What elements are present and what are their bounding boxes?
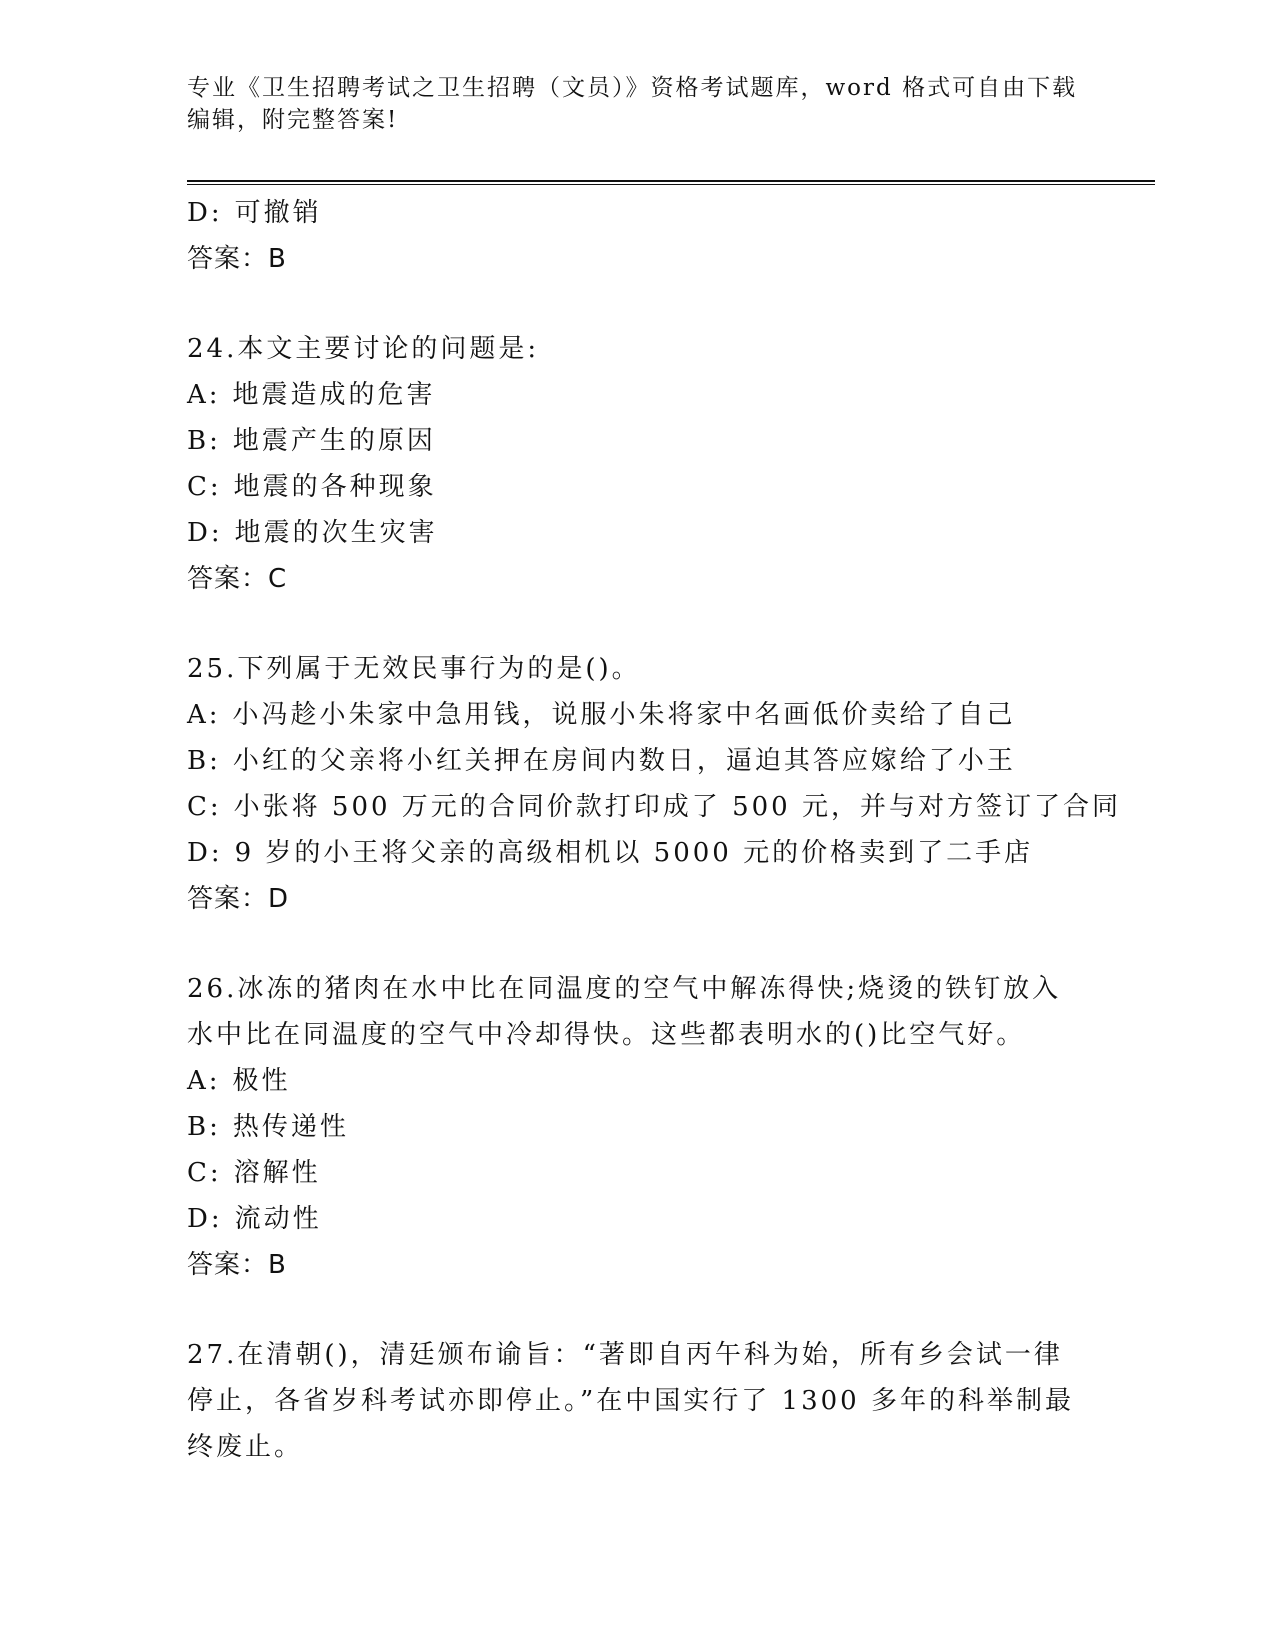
option-c [187, 1150, 1087, 1196]
page-header [187, 72, 1087, 136]
question-27 [187, 1332, 1087, 1470]
option-a [187, 372, 1087, 418]
option-key: B: [187, 426, 221, 456]
question-26 [187, 966, 1087, 1288]
question-stem-line-2: 停止，各省岁科考试亦即停止。”在中国实行了 1300 多年的科举制最 [187, 1386, 1074, 1416]
question-stem-line-1: 26.冰冻的猪肉在水中比在同温度的空气中解冻得快;烧烫的铁钉放入 [187, 974, 1062, 1004]
header-line-1: 专业《卫生招聘考试之卫生招聘（文员）》资格考试题库，word 格式可自由下载 [187, 75, 1078, 101]
option-key: A: [187, 700, 221, 730]
option-key: A: [187, 380, 221, 410]
option-text: 地震产生的原因 [232, 426, 436, 456]
option-key: C: [187, 1158, 222, 1188]
option-d [187, 190, 1087, 236]
option-text: 小张将 500 万元的合同价款打印成了 500 元，并与对方签订了合同 [233, 792, 1121, 822]
option-text: 地震造成的危害 [232, 380, 436, 410]
option-text: 9 岁的小王将父亲的高级相机以 5000 元的价格卖到了二手店 [234, 838, 1034, 868]
question-stem-line-2: 水中比在同温度的空气中冷却得快。这些都表明水的()比空气好。 [187, 1020, 1026, 1050]
option-d [187, 510, 1087, 556]
header-line-2: 编辑，附完整答案! [187, 107, 399, 133]
header-divider [187, 180, 1155, 185]
option-key: B: [187, 1112, 221, 1142]
option-a [187, 1058, 1087, 1104]
question-list [187, 190, 1121, 1470]
option-text: 极性 [232, 1066, 291, 1096]
option-text: 热传递性 [232, 1112, 349, 1142]
answer-line: 答案：B [187, 1250, 287, 1280]
option-text: 小冯趁小朱家中急用钱，说服小朱将家中名画低价卖给了自己 [232, 700, 1016, 730]
option-b [187, 1104, 1087, 1150]
option-key: A: [187, 1066, 221, 1096]
option-c [187, 784, 1121, 830]
question-stem-line-3: 终废止。 [187, 1432, 304, 1462]
option-text: 地震的各种现象 [233, 472, 437, 502]
option-a [187, 692, 1087, 738]
option-key: D: [187, 518, 223, 548]
option-key: B: [187, 746, 221, 776]
option-key: C: [187, 792, 222, 822]
answer-line: 答案：B [187, 244, 287, 274]
question-stem: 24.本文主要讨论的问题是: [187, 334, 540, 364]
question-stem-line-1: 27.在清朝()，清廷颁布谕旨：“著即自丙午科为始，所有乡会试一律 [187, 1340, 1063, 1370]
option-b [187, 418, 1087, 464]
option-d [187, 830, 1087, 876]
option-text: 可撤销 [234, 198, 322, 228]
option-text: 流动性 [234, 1204, 322, 1234]
option-text: 地震的次生灾害 [234, 518, 438, 548]
option-text: 溶解性 [233, 1158, 321, 1188]
option-text: 小红的父亲将小红关押在房间内数日，逼迫其答应嫁给了小王 [232, 746, 1016, 776]
option-key: D: [187, 838, 223, 868]
option-c [187, 464, 1087, 510]
question-stem: 25.下列属于无效民事行为的是()。 [187, 654, 641, 684]
option-d [187, 1196, 1087, 1242]
question-25 [187, 646, 1121, 922]
question-24 [187, 326, 1087, 602]
answer-line: 答案：D [187, 884, 290, 914]
option-b [187, 738, 1087, 784]
answer-line: 答案：C [187, 564, 288, 594]
option-key: D: [187, 198, 223, 228]
option-key: C: [187, 472, 222, 502]
option-key: D: [187, 1204, 223, 1234]
